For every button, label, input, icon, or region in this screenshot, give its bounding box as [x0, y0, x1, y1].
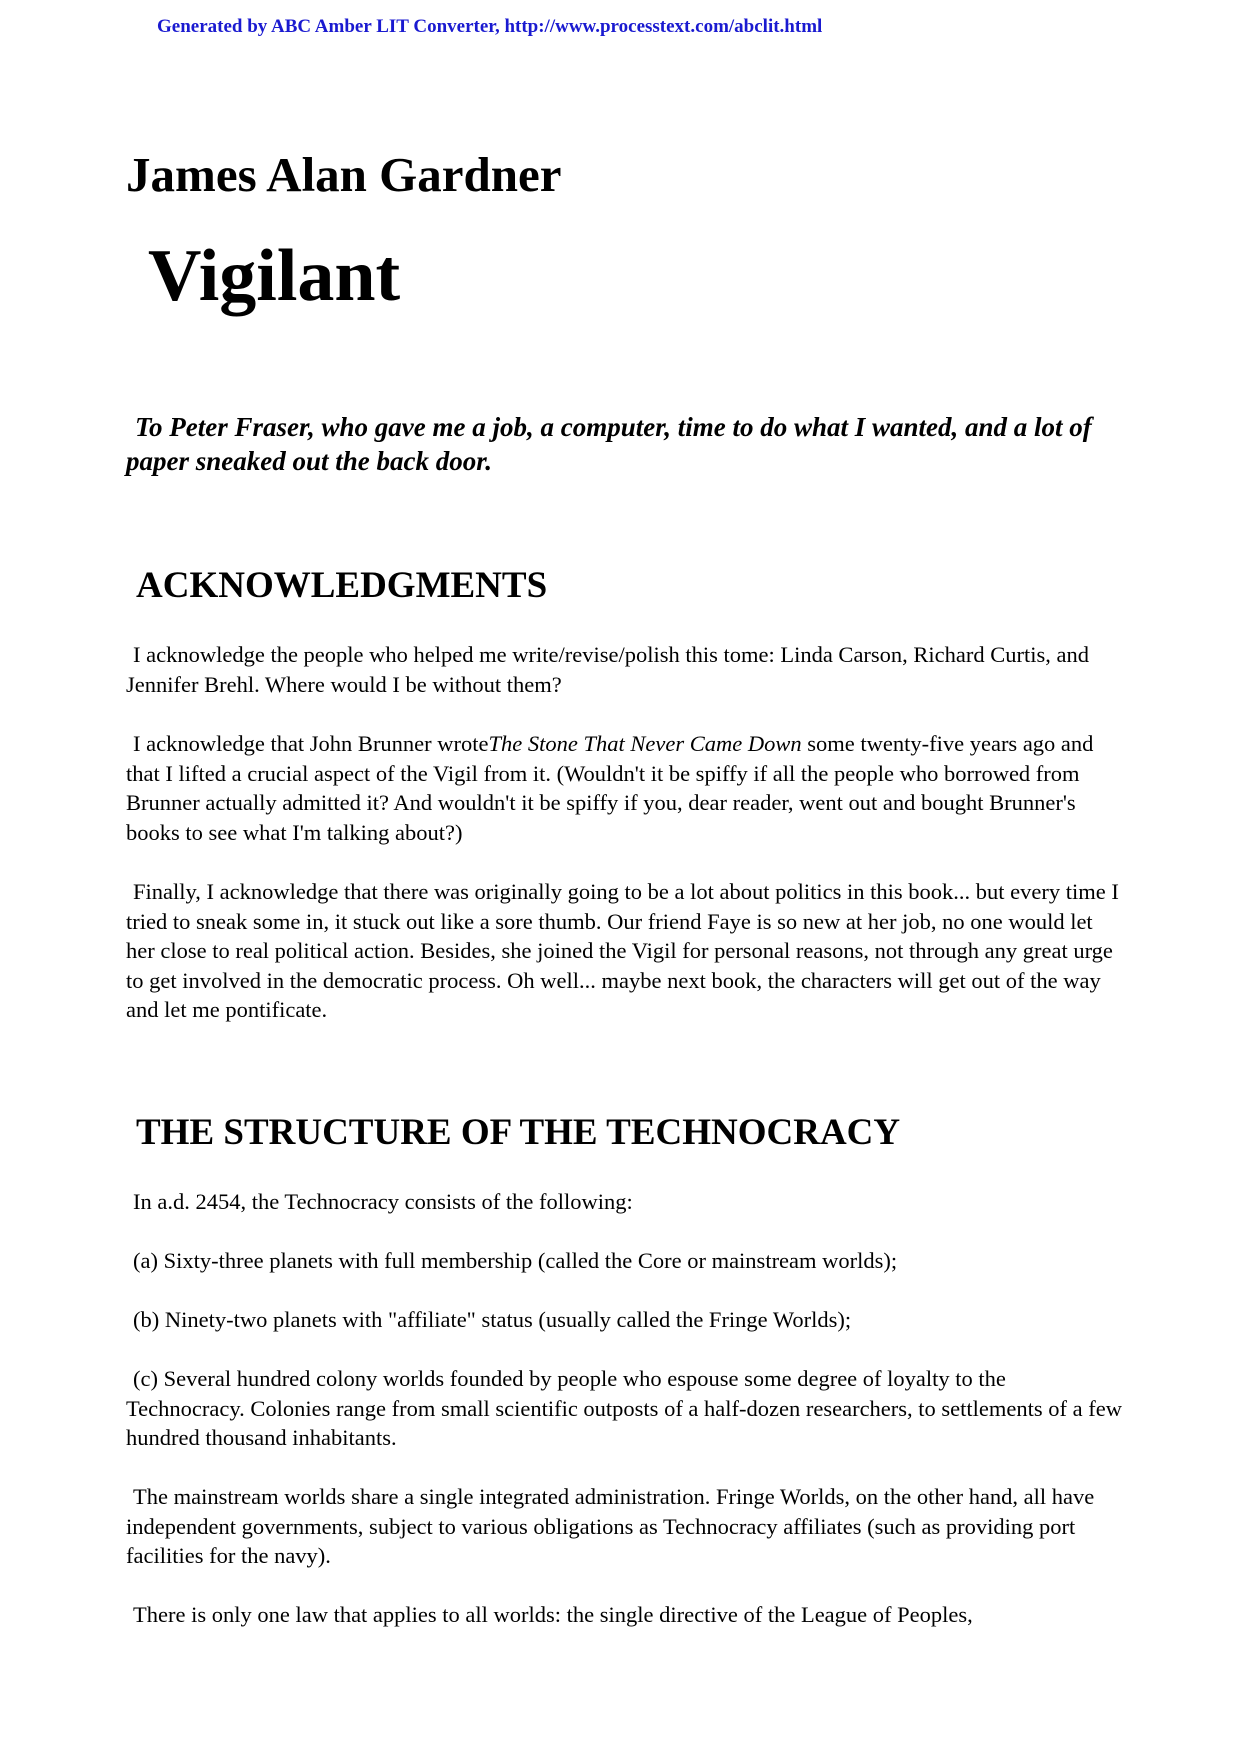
- paragraph-text: I acknowledge that John Brunner wrote: [133, 731, 489, 756]
- structure-item-a: (a) Sixty-three planets with full membership (called the Core or mainstream worlds);: [133, 1248, 898, 1273]
- paragraph-text: some twenty-five years ago and that I lifted a crucial aspect of the Vigil from it. (Wouldn't it be spiffy if all the people who borrowed from Brunner actually admitted it? And wouldn't it be spiffy if you, dear reader, went out and bought Brunner's books to see what I'm talking about?): [126, 731, 1094, 845]
- author-name: James Alan Gardner: [126, 147, 562, 202]
- book-reference-title: The Stone That Never Came Down: [488, 731, 802, 756]
- acknowledgments-heading: ACKNOWLEDGMENTS: [136, 565, 548, 606]
- dedication: [126, 410, 1126, 478]
- converter-banner-link[interactable]: Generated by ABC Amber LIT Converter, http://www.processtext.com/abclit.html: [157, 16, 823, 37]
- structure-item-c: (c) Several hundred colony worlds founded by people who espouse some degree of loyalty to the Technocracy. Colonies range from small scientific outposts of a half-dozen researchers, to settlements of a few hundred thousand inhabitants.: [126, 1366, 1122, 1450]
- acknowledgments-paragraph-1: I acknowledge the people who helped me write/revise/polish this tome: Linda Carson, Richard Curtis, and Jennifer Brehl. Where would I be without them?: [126, 642, 1090, 697]
- mainstream-worlds-paragraph: The mainstream worlds share a single integrated administration. Fringe Worlds, on the other hand, all have independent governments, subject to various obligations as Technocracy affiliates (such as providing port facilities for the navy).: [126, 1484, 1095, 1568]
- structure-item-b: (b) Ninety-two planets with "affiliate" status (usually called the Fringe Worlds);: [133, 1307, 852, 1332]
- acknowledgments-paragraph-2: [126, 729, 1126, 847]
- structure-intro: In a.d. 2454, the Technocracy consists of the following:: [133, 1189, 633, 1214]
- acknowledgments-paragraph-3: Finally, I acknowledge that there was originally going to be a lot about politics in this book... but every time I tried to sneak some in, it stuck out like a sore thumb. Our friend Faye is so new at her job, no one would let her close to real political action. Besides, she joined the Vigil for personal reasons, not through any great urge to get involved in the democratic process. Oh well... maybe next book, the characters will get out of the way and let me pontificate.: [126, 879, 1119, 1022]
- technocracy-structure-heading: THE STRUCTURE OF THE TECHNOCRACY: [136, 1112, 901, 1153]
- dedication-text: To Peter Fraser, who gave me a job, a computer, time to do what I wanted, and a lot of paper sneaked out the back door.: [126, 412, 1092, 476]
- league-law-paragraph: There is only one law that applies to all worlds: the single directive of the League of Peoples,: [133, 1602, 973, 1627]
- book-title: Vigilant: [148, 235, 401, 317]
